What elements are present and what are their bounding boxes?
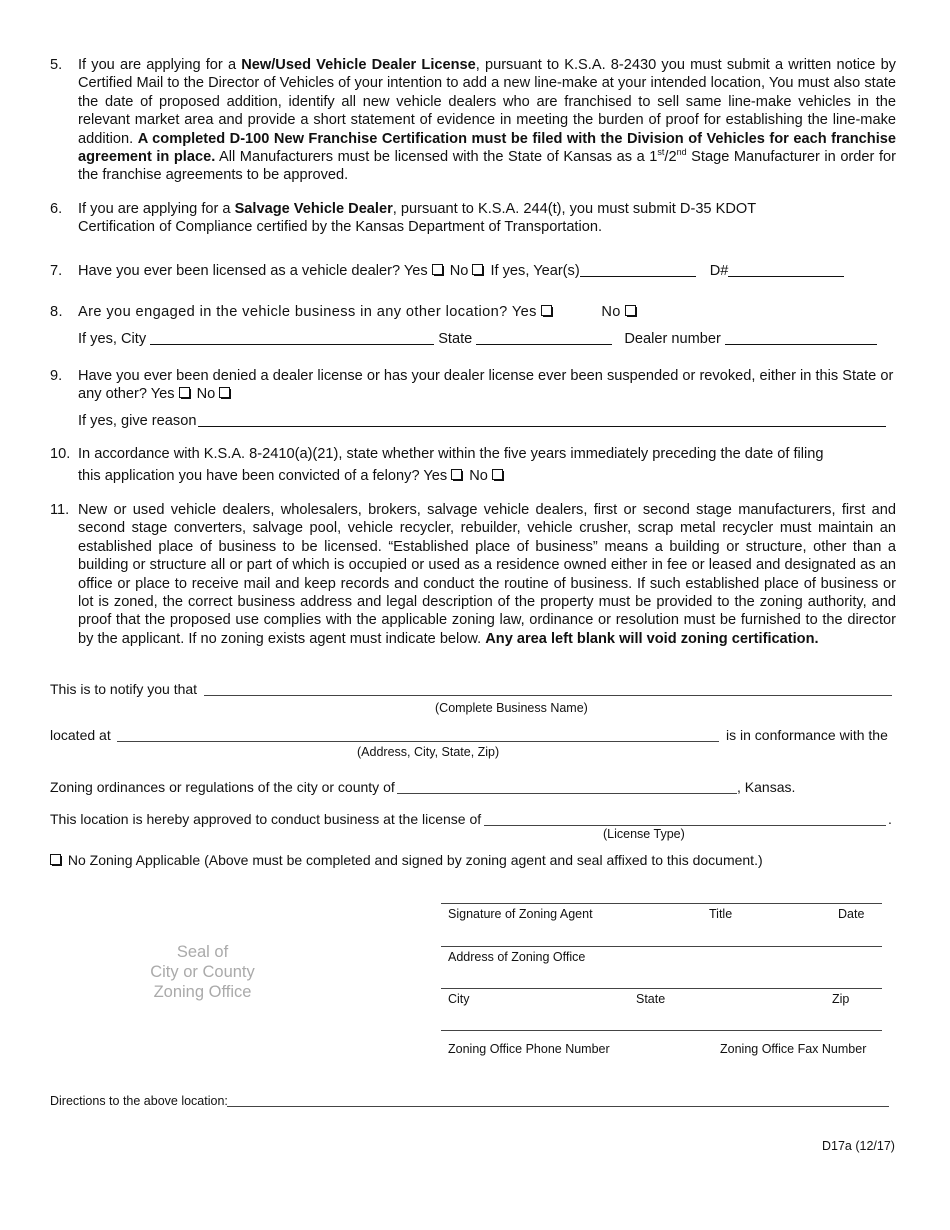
dnum-field[interactable] <box>728 262 844 277</box>
yes-checkbox[interactable] <box>451 469 462 480</box>
item-number: 8. <box>50 304 63 320</box>
no-zoning-label: No Zoning Applicable (Above must be completed and signed by zoning agent and seal affixed to this document.) <box>67 852 763 868</box>
yes-label: Yes <box>423 468 448 484</box>
city-field[interactable] <box>150 330 434 345</box>
item-number: 5. <box>50 57 63 73</box>
notify-row <box>50 681 197 697</box>
directions-label: Directions to the above location: <box>50 1094 228 1108</box>
title-label: Title <box>709 907 733 921</box>
kansas-label: , Kansas. <box>737 779 796 795</box>
item-text: Certification of Compliance certified by the Kansas Department of Transportation. <box>78 219 603 236</box>
item-6 <box>50 200 896 237</box>
state-label: State <box>438 331 473 347</box>
reason-label: If yes, give reason <box>78 413 197 429</box>
superscript: nd <box>676 147 687 158</box>
approved-label: This location is hereby approved to conduct business at the license of <box>50 811 482 827</box>
years-field[interactable] <box>580 262 696 277</box>
item-number: 10. <box>50 446 71 462</box>
seal-placeholder <box>120 942 285 1002</box>
dnum-label: D# <box>709 263 729 279</box>
notify-label: This is to notify you that <box>50 681 198 697</box>
city-label: City <box>448 992 470 1006</box>
item-question: Are you engaged in the vehicle business in any other location? <box>78 304 508 320</box>
no-label: No <box>196 386 216 403</box>
no-zoning-checkbox[interactable] <box>50 854 61 865</box>
yes-label: Yes <box>150 386 175 403</box>
seal-text: City or County <box>150 963 255 981</box>
item-question: Have you ever been licensed as a vehicle dealer? <box>78 263 401 279</box>
zoning-address-label: Address of Zoning Office <box>448 950 586 964</box>
business-name-field[interactable] <box>204 695 892 696</box>
state-field[interactable] <box>476 330 612 345</box>
period: . <box>888 811 892 827</box>
item-text: /2 <box>664 149 677 166</box>
no-label: No <box>449 263 469 279</box>
conformance-label: is in conformance with the <box>726 727 888 743</box>
no-checkbox[interactable] <box>472 264 483 275</box>
dealer-number-field[interactable] <box>725 330 877 345</box>
item-text: In accordance with K.S.A. 8-2410(a)(21), state whether within the five years immediately preceding the date of filing <box>78 446 824 462</box>
item-number: 6. <box>50 201 63 217</box>
dealer-number-label: Dealer number <box>624 331 721 347</box>
item-number: 11. <box>50 502 70 518</box>
located-label: located at <box>50 727 111 743</box>
date-label: Date <box>838 907 865 921</box>
signature-label: Signature of Zoning Agent <box>448 907 593 921</box>
item-text: Stage Manufacturer in order for the franchise agreements to be approved. <box>78 149 896 184</box>
item-10 <box>50 443 896 487</box>
signature-field[interactable] <box>441 903 882 904</box>
item-question: Have you ever been denied a dealer license or has your dealer license ever been suspended or revoked, either in this State or any other? <box>78 368 894 403</box>
form-id: D17a (12/17) <box>822 1139 895 1153</box>
item-number: 7. <box>50 263 63 279</box>
no-checkbox[interactable] <box>492 469 503 480</box>
fax-label: Zoning Office Fax Number <box>720 1042 867 1056</box>
no-checkbox[interactable] <box>219 387 230 398</box>
yes-label: Yes <box>511 304 537 320</box>
license-type-field[interactable] <box>484 825 886 826</box>
item-5 <box>50 56 896 185</box>
business-name-caption: (Complete Business Name) <box>435 701 588 715</box>
address-field[interactable] <box>117 741 719 742</box>
yes-checkbox[interactable] <box>541 305 552 316</box>
item-text: , pursuant to K.S.A. 8-2430 you must submit a written notice by Certified Mail to the Director of Vehicles of your intention to add a new line-make at your intended location, You must also state the date of proposed addition, identify all new vehicle dealers who are franchised to sell same line-make vehicles in the relevant market area and provide a short statement of evidence in meeting the burden of proof for establishing the line-make addition. <box>78 57 896 147</box>
yes-checkbox[interactable] <box>179 387 190 398</box>
yes-label: Yes <box>403 263 428 279</box>
license-type-caption: (License Type) <box>603 827 685 841</box>
no-checkbox[interactable] <box>625 305 636 316</box>
phone-label: Zoning Office Phone Number <box>448 1042 610 1056</box>
item-9 <box>50 367 896 404</box>
zip-label: Zip <box>832 992 850 1006</box>
years-label: If yes, Year(s) <box>490 263 580 279</box>
city-state-zip-field[interactable] <box>441 988 882 989</box>
no-zoning-row <box>50 852 763 868</box>
item-question: this application you have been convicted of a felony? <box>78 468 420 484</box>
state-label: State <box>636 992 666 1006</box>
item-8-location-row <box>50 330 896 348</box>
phone-fax-field[interactable] <box>441 1030 882 1031</box>
item-bold: Salvage Vehicle Dealer <box>234 201 393 217</box>
item-11 <box>50 501 896 648</box>
item-bold: A completed D-100 New Franchise Certification must be filed with the Division of Vehicles for each franchise agreement in place. <box>78 130 896 166</box>
superscript: st <box>657 147 665 158</box>
seal-text: Seal of <box>176 943 229 961</box>
item-text: , pursuant to K.S.A. 244(t), you must submit D-35 KDOT <box>392 201 757 217</box>
address-caption: (Address, City, State, Zip) <box>357 745 500 759</box>
no-label: No <box>469 468 488 484</box>
item-text: If you are applying for a <box>78 57 242 73</box>
item-7 <box>50 262 896 280</box>
item-bold: New/Used Vehicle Dealer License <box>241 57 476 73</box>
item-text: All Manufacturers must be licensed with the State of Kansas as a 1 <box>215 149 658 166</box>
city-label: If yes, City <box>78 331 147 347</box>
item-text: New or used vehicle dealers, wholesalers, brokers, salvage vehicle dealers, first or second stage manufacturers, first and second stage converters, salvage pool, vehicle recycler, rebuilder, vehicle crusher, scrap metal recycler must maintain an established place of business to be licensed. “Established place of business” means a building or structure, other than a building or structure all or part of which is occupied or used as a residence owned either in fee or leased and designated as an office or place to receive mail and keep records and conduct the routine of business. If such established place of business or lot is zoned, the correct business address and legal description of the property must be provided to the zoning authority, and proof that the proposed use complies with the applicable zoning law, ordinance or resolution must be furnished to the director by the applicant. If no zoning exists agent must indicate below. <box>78 502 896 647</box>
seal-text: Zoning Office <box>153 983 252 1001</box>
item-number: 9. <box>50 368 63 384</box>
yes-checkbox[interactable] <box>432 264 443 275</box>
item-text: If you are applying for a <box>78 201 235 217</box>
zoning-address-field[interactable] <box>441 946 882 947</box>
item-9-reason-row <box>50 412 896 430</box>
reason-field[interactable] <box>198 412 886 427</box>
ordinances-label: Zoning ordinances or regulations of the city or county of <box>50 779 395 795</box>
item-bold: Any area left blank will void zoning certification. <box>485 630 819 647</box>
item-8 <box>50 303 896 321</box>
directions-field[interactable] <box>227 1106 889 1107</box>
city-county-field[interactable] <box>397 793 737 794</box>
no-label: No <box>601 304 621 320</box>
